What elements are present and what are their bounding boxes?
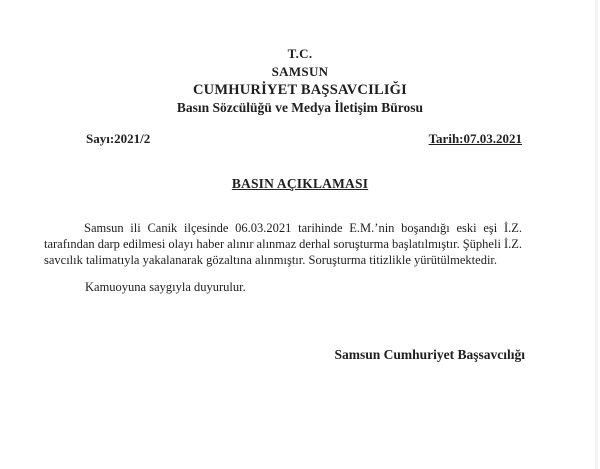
document-date: Tarih:07.03.2021 [428,131,522,146]
letterhead-republic: T.C. [287,46,313,61]
letterhead [0,0,600,117]
document-title-text: BASIN AÇIKLAMASI [231,176,369,191]
document-title [0,176,600,192]
letterhead-office: CUMHURİYET BAŞSAVCILIĞI [193,82,407,98]
body-line-2: tarafından darp edilmesi olayı haber alınır alınmaz derhal soruşturma başlatılmıştır. Şüpheli İ.Z. [44,237,522,251]
meta-row [86,131,522,147]
body-line-3: savcılık talimatıyla yakalanarak gözaltına alınmıştır. Soruşturma titizlikle yürütülmektedir. [44,253,498,267]
body-paragraph [44,220,522,268]
letterhead-bureau: Basın Sözcülüğü ve Medya İletişim Bürosu [176,100,424,115]
body-line-1: Samsun ili Canik ilçesinde 06.03.2021 tarihinde E.M.’nin boşandığı eski eşi İ.Z. [84,221,522,235]
document-number: Sayı:2021/2 [86,131,151,146]
closing-line: Kamuoyuna saygıyla duyurulur. [85,280,246,294]
scan-edge-artifact [595,0,598,469]
letterhead-city: SAMSUN [271,64,329,79]
signature-line: Samsun Cumhuriyet Başsavcılığı [334,347,525,362]
